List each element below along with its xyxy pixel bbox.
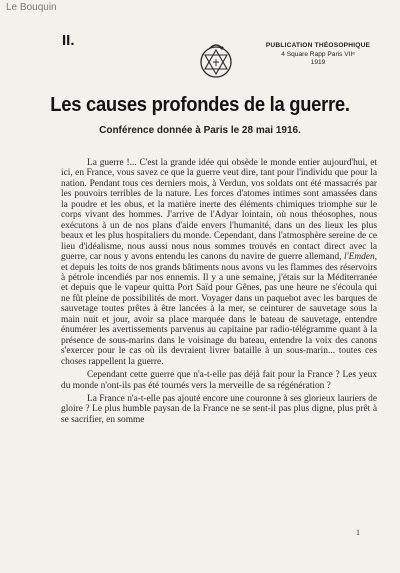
theosophical-seal-icon — [196, 41, 236, 81]
page-number: 1 — [356, 528, 360, 537]
document-title: Les causes profondes de la guerre. — [50, 94, 350, 116]
watermark-label: Le Bouquin — [6, 2, 57, 13]
ship-name: l'Emden — [344, 252, 375, 263]
publisher-block — [258, 42, 378, 68]
paragraph-2: Cependant cette guerre que n'a-t-elle pas déjà fait pour la France ? Les yeux du monde n'ont-ils pas été tournés vers la merveille de sa régénération ? — [61, 370, 377, 391]
paragraph-1-text: La guerre !... C'est la grande idée qui obsède le monde entier aujourd'hui, et ici, en France, vous savez ce que la guerre veut dire, tant pour l'individu que pour la nation. Pendant tous ces derniers mois, à Verdun, vos soldats ont été massacrés par les pouvoirs terribles de la nature. Les forces d'atomes intimes sont amassées dans la poudre et les obus, et la matière inerte des éléments chimiques triomphe sur le corps vivant des hommes. J'arrive de l'Adyar lointain, où nous théosophes, nous exécutons à un de nos plans d'aide envers l'humanité, dans un des lieux les plus beaux et les plus hospitaliers du monde. Cependant, dans l'atmosphère sereine de ce lieu d'idéalisme, nous aussi nous nous sommes trouvés en contact direct avec la guerre, car nous y avons entendu les canons du navire de guerre allemand, — [61, 158, 377, 263]
paragraph-1 — [61, 158, 377, 367]
publisher-address: 4 Square Rapp Paris VIIᵉ — [281, 50, 355, 58]
document-subtitle: Conférence donnée à Paris le 28 mai 1916. — [99, 125, 301, 136]
paragraph-3: La France n'a-t-elle pas ajouté encore une couronne à ses glorieux lauriers de gloire ? Le plus humble paysan de la France ne se sent-il pas plus digne, plus prêt à se sacrifier, en somme — [61, 393, 377, 425]
body-text — [61, 158, 377, 428]
publication-year: 1919 — [310, 59, 326, 67]
paragraph-1-tail: , et depuis les toits de nos grands bâtiments nous avons vu les flammes des réservoirs à pétrole incendiés par nos ennemis. Il y a une semaine, j'étais sur la Méditerranée et depuis que le vapeur quitta Port Saïd pour Gênes, pas une heure ne s'écoula qui ne fût pleine de possibilités de mort. Voyager dans un paquebot avec les barques de sauvetage toutes prêtes à être lancées à la mer, se ceinturer de sauvetage sous la main nuit et jour, avoir sa place marquée dans le bateau de sauvetage, entendre énumérer les avertissements parvenus au capitaine par radio-télégramme quant à la présence de sous-marins dans le voisinage du bateau, entendre la voix des canons s'exercer pour le cas où ils devraient livrer bataille à un sous-marin... toutes ces choses rappellent la guerre. — [61, 252, 377, 367]
section-number: II. — [62, 32, 75, 49]
publisher-name: PUBLICATION THÉOSOPHIQUE — [265, 42, 371, 49]
